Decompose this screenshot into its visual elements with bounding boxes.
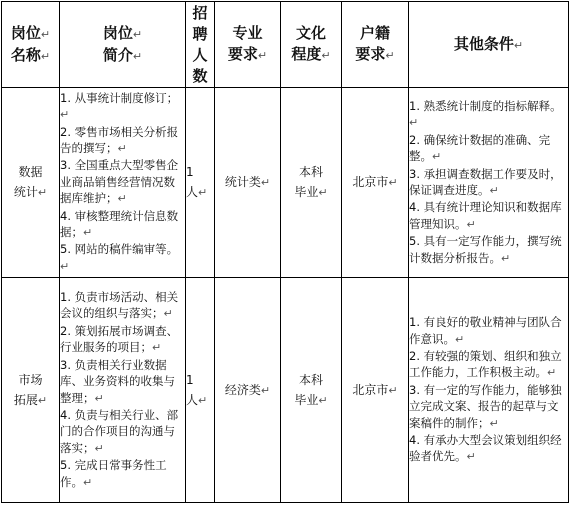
education-cell: 本科 毕业↵: [281, 88, 342, 278]
condition-item: 5. 具有一定写作能力，撰写统计数据分析报告。↵: [409, 234, 562, 265]
hukou-cell: 北京市↵: [342, 278, 409, 503]
condition-item: 2. 有较强的策划、组织和独立工作能力，工作积极主动。↵: [409, 348, 562, 380]
header-recruit-count: 招 聘 人 数: [186, 2, 215, 88]
recruitment-table: [1, 1, 569, 503]
intro-item: 1. 负责市场活动、相关会议的组织与落实；↵: [60, 290, 179, 321]
intro-item: 5. 完成日常事务性工作。↵: [60, 458, 167, 489]
intro-item: 2. 策划拓展市场调查、行业服务的项目；↵: [60, 323, 179, 355]
position-name-cell: 市场 拓展↵: [2, 278, 60, 503]
condition-item: 3. 承担调查数据工作要及时，保证调查进度。↵: [409, 166, 562, 197]
intro-item: 5. 网站的稿件编审等。↵: [60, 242, 179, 273]
header-position-name: 岗位↵ 名称↵: [2, 2, 60, 88]
condition-item: 4. 有承办大型会议策划组织经验者优先。↵: [409, 433, 562, 464]
header-education: 文化 程度↵: [281, 2, 342, 88]
education-cell: 本科 毕业↵: [281, 278, 342, 503]
intro-item: 4. 负责与相关行业、部门的合作项目的沟通与落实；↵: [60, 407, 179, 455]
intro-item: 3. 全国重点大型零售企业商品销售经营情况数据库维护；↵: [60, 158, 179, 206]
other-conditions-cell: [409, 278, 569, 503]
intro-item: 4. 审核整理统计信息数据；↵: [60, 208, 179, 240]
header-major: 专业 要求↵: [215, 2, 281, 88]
header-other: 其他条件↵: [409, 2, 569, 88]
position-intro-cell: [60, 278, 186, 503]
header-row: [2, 2, 569, 88]
major-cell: 经济类↵: [215, 278, 281, 503]
table-row: [2, 278, 569, 503]
other-conditions-cell: [409, 88, 569, 278]
condition-item: 2. 确保统计数据的准确、完整。↵: [409, 132, 551, 164]
condition-item: 4. 具有统计理论知识和数据库管理知识。↵: [409, 200, 562, 231]
condition-item: 3. 有一定的写作能力，能够独立完成文案、报告的起草与文案稿件的制作；↵: [409, 382, 562, 430]
major-cell: 统计类↵: [215, 88, 281, 278]
header-hukou: 户籍 要求↵: [342, 2, 409, 88]
recruit-count-cell: 1 人↵: [186, 278, 215, 503]
header-position-intro: 岗位↵ 简介↵: [60, 2, 186, 88]
table-row: [2, 88, 569, 278]
intro-item: 3. 负责相关行业数据库、业务资料的收集与整理；↵: [60, 357, 175, 405]
intro-item: 2. 零售市场相关分析报告的撰写；↵: [60, 124, 179, 155]
condition-item: 1. 熟悉统计制度的指标解释。↵: [409, 98, 562, 130]
recruit-count-cell: 1 人↵: [186, 88, 215, 278]
intro-item: 1. 从事统计制度修订；↵: [60, 90, 179, 122]
hukou-cell: 北京市↵: [342, 88, 409, 278]
position-intro-cell: [60, 88, 186, 278]
position-name-cell: 数据 统计↵: [2, 88, 60, 278]
condition-item: 1. 有良好的敬业精神与团队合作意识。↵: [409, 315, 562, 346]
